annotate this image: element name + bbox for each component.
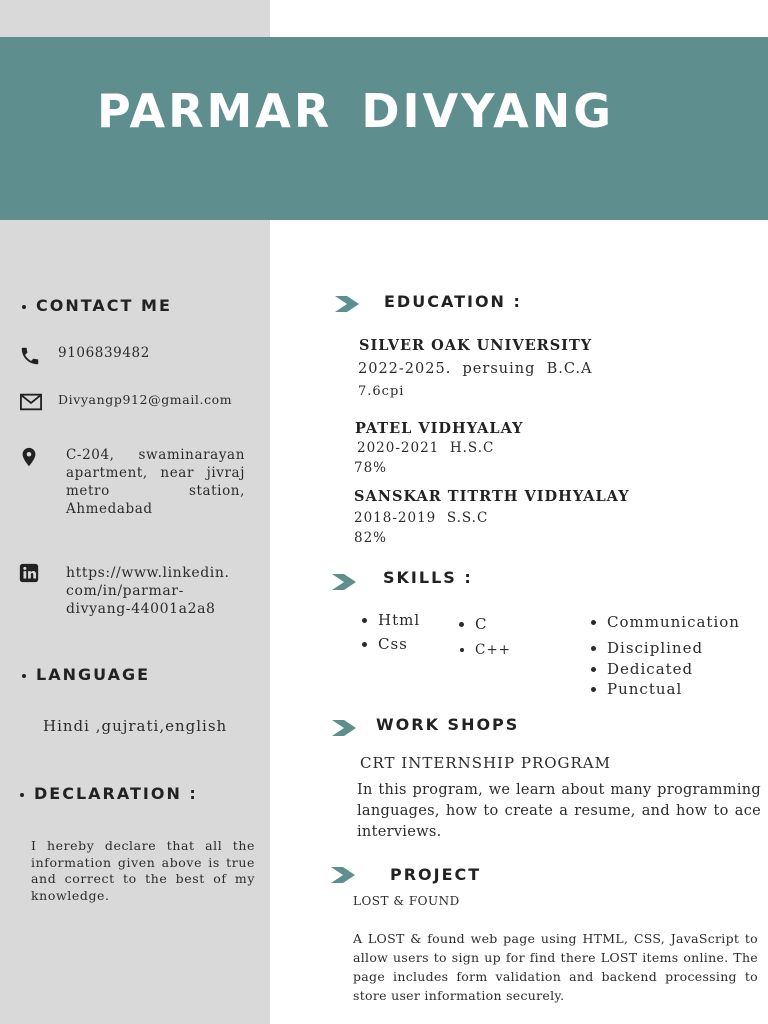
bullet-dot — [22, 305, 26, 309]
education-school: SANSKAR TITRTH VIDHYALAY — [354, 488, 630, 505]
skill-item: • C++ — [475, 637, 511, 663]
skills-list-soft — [589, 611, 740, 699]
skills-list-web — [360, 608, 420, 656]
location-pin-icon — [18, 446, 40, 468]
skill-item: • Dedicated — [607, 659, 740, 679]
language-text: Hindi ,gujrati,english — [43, 717, 228, 735]
chevron-arrow-icon — [331, 573, 357, 591]
education-details: 2022-2025. persuing B.C.A — [358, 361, 593, 377]
skills-list-programming — [457, 611, 511, 663]
education-grade: 78% — [354, 460, 388, 476]
skills-heading: SKILLS : — [383, 568, 473, 587]
email-icon — [19, 391, 43, 413]
bullet-dot — [20, 793, 24, 797]
workshop-title: CRT INTERNSHIP PROGRAM — [360, 754, 611, 772]
education-school: PATEL VIDHYALAY — [355, 420, 524, 437]
declaration-heading: DECLARATION : — [20, 784, 198, 803]
skill-item: • Disciplined — [607, 637, 740, 659]
skill-item: • Css — [378, 632, 420, 656]
workshop-description: In this program, we learn about many programming languages, how to create a resume, and how to ace interviews. — [357, 782, 761, 840]
skill-item: • Punctual — [607, 679, 740, 699]
project-heading: PROJECT — [390, 865, 482, 884]
chevron-arrow-icon — [331, 719, 357, 737]
bullet-dot — [22, 674, 26, 678]
declaration-text: I hereby declare that all the information given above is true and correct to the best of my knowledge. — [31, 838, 255, 903]
skill-item: • Communication — [607, 611, 740, 633]
candidate-name: PARMAR DIVYANG — [97, 84, 614, 138]
chevron-arrow-icon — [330, 866, 356, 884]
education-grade: 82% — [354, 530, 388, 546]
education-details: 2018-2019 S.S.C — [354, 510, 489, 526]
phone-icon — [19, 345, 41, 367]
phone-number: 9106839482 — [58, 345, 150, 361]
linkedin-url[interactable]: https://www.linkedin. com/in/parmar- divyang-44001a2a8 — [66, 565, 230, 617]
project-title: LOST & FOUND — [353, 894, 460, 908]
education-grade: 7.6cpi — [358, 384, 405, 399]
chevron-arrow-icon — [334, 295, 360, 313]
skill-item: • Html — [378, 608, 420, 632]
language-heading: LANGUAGE — [22, 665, 150, 684]
email-address: Divyangp912@gmail.com — [58, 392, 233, 407]
education-heading: EDUCATION : — [384, 292, 522, 311]
address-text: C-204, swaminarayan apartment, near jivraj metro station, Ahmedabad — [66, 447, 245, 517]
contact-heading: CONTACT ME — [22, 296, 172, 315]
project-description: A LOST & found web page using HTML, CSS, JavaScript to allow users to sign up for find there LOST items online. The page includes form validation and backend processing to store user information securely. — [353, 931, 758, 1003]
education-details: 2020-2021 H.S.C — [357, 440, 495, 456]
workshops-heading: WORK SHOPS — [376, 715, 520, 734]
linkedin-icon — [18, 562, 40, 584]
skill-item: • C — [475, 611, 511, 637]
education-school: SILVER OAK UNIVERSITY — [359, 337, 593, 354]
